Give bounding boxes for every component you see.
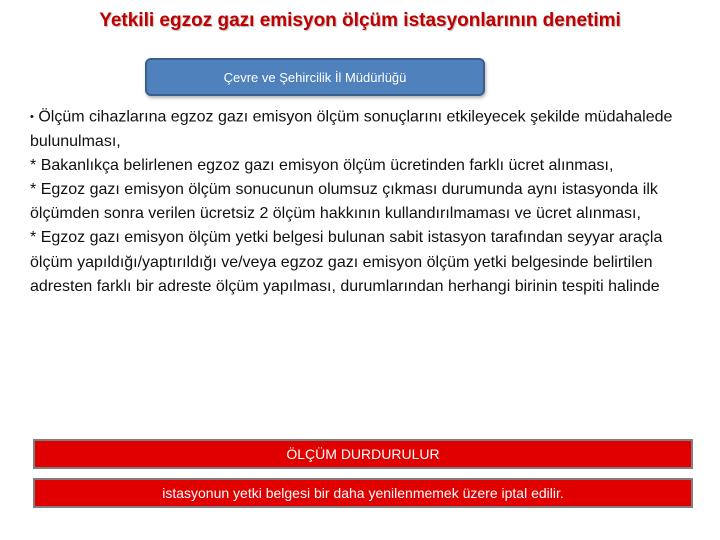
condition-item: [30, 154, 680, 178]
conditions-list: [30, 105, 680, 299]
bullet-marker: *: [30, 229, 37, 247]
bullet-marker: *: [30, 156, 37, 174]
page-title: Yetkili egzoz gazı emisyon ölçüm istasyonlarının denetimi: [99, 10, 621, 31]
measurement-stopped-text: ÖLÇÜM DURDURULUR: [286, 446, 440, 462]
condition-text: Ölçüm cihazlarına egzoz gazı emisyon ölçüm sonuçlarını etkileyecek şekilde müdahalede bulunulması,: [30, 108, 673, 150]
agency-box: [145, 58, 485, 96]
bullet-marker: *: [30, 180, 37, 198]
condition-item: [30, 178, 680, 226]
condition-text: Egzoz gazı emisyon ölçüm sonucunun olumsuz çıkması durumunda aynı istasyonda ilk ölçümden sonra verilen ücretsiz 2 ölçüm hakkının kullandırılmaması ve ücret alınması,: [30, 180, 658, 223]
agency-label: Çevre ve Şehircilik İl Müdürlüğü: [223, 69, 407, 85]
bullet-marker: •: [30, 111, 34, 123]
condition-text: Egzoz gazı emisyon ölçüm yetki belgesi bulunan sabit istasyon tarafından seyyar araçla ölçüm yapıldığı/yaptırıldığı ve/veya egzoz gazı emisyon ölçüm yetki belgesinde belirtilen adresten farklı bir adreste ölçüm yapılması, durumlarından herhangi birinin tespiti halinde: [30, 229, 663, 295]
condition-text: Bakanlıkça belirlenen egzoz gazı emisyon ölçüm ücretinden farklı ücret alınması,: [40, 156, 614, 174]
license-cancelled-text: istasyonun yetki belgesi bir daha yenilenmemek üzere iptal edilir.: [162, 485, 564, 501]
condition-item: [30, 105, 680, 154]
condition-item: [30, 226, 680, 299]
measurement-stopped-banner: [33, 439, 693, 469]
license-cancelled-banner: [33, 478, 693, 508]
